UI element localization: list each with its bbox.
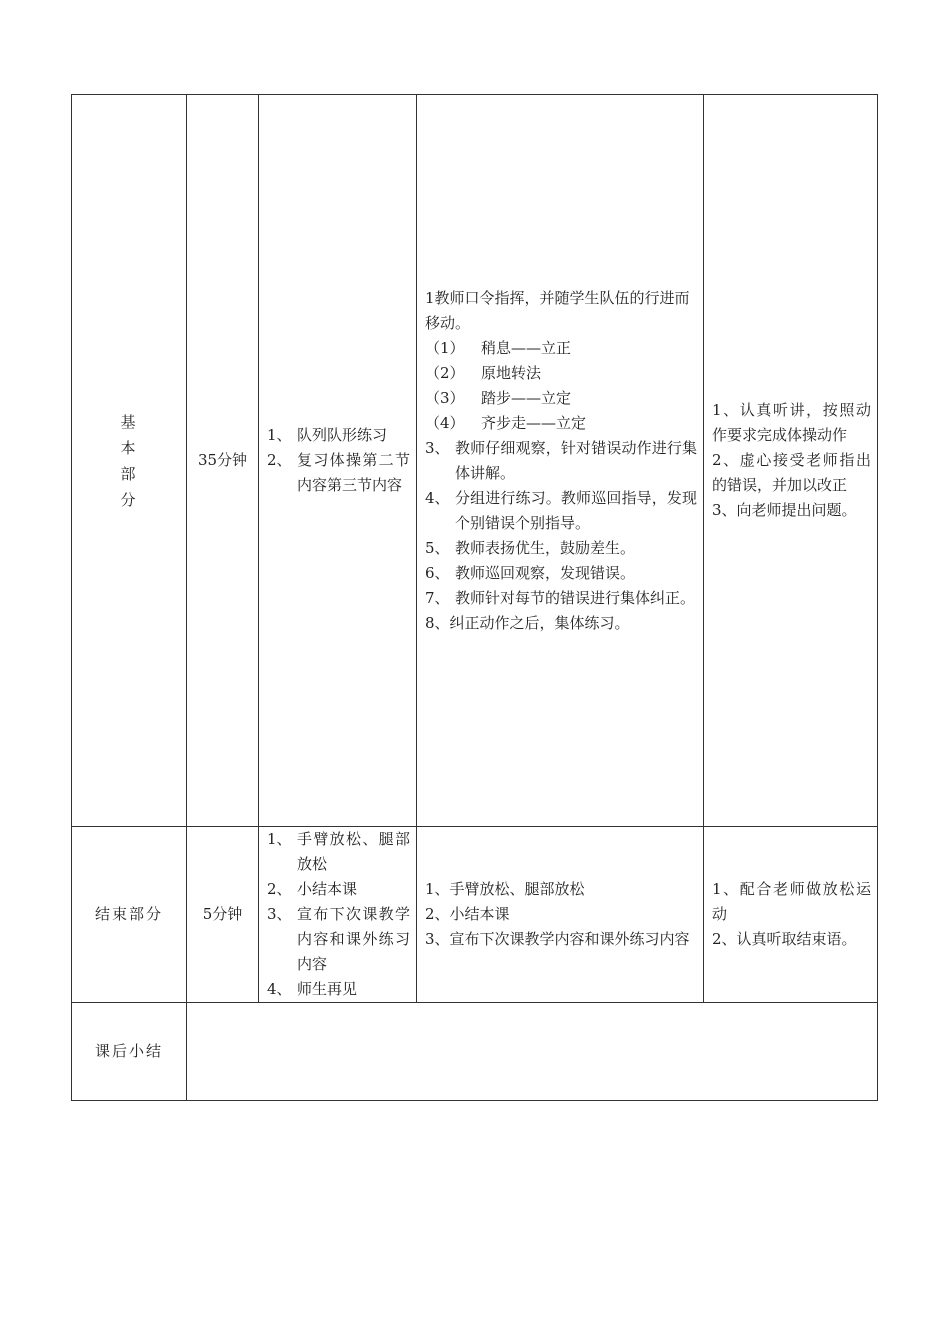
basic-content-list (259, 423, 416, 498)
list-item: 6、 教师巡回观察，发现错误。 (425, 563, 636, 582)
summary-value (187, 1003, 878, 1101)
list-item: 1、手臂放松、腿部放松 (425, 880, 585, 898)
list-item: 1、认真听讲，按照动作要求完成体操动作 (712, 401, 871, 444)
closing-content-list (259, 827, 416, 1002)
teacher-steps-list (417, 436, 703, 611)
list-item: 7、 教师针对每节的错误进行集体纠正。 (425, 588, 696, 607)
list-item: （4） 齐步走——立定 (425, 413, 587, 432)
closing-content-cell (259, 827, 417, 1003)
list-item: 3、 宣布下次课教学内容和课外练习内容 (267, 905, 410, 973)
basic-content-cell (259, 95, 417, 827)
list-item: 1、 手臂放松、腿部放松 (267, 830, 410, 873)
lesson-plan-table (71, 94, 878, 1101)
list-item: 5、 教师表扬优生，鼓励差生。 (425, 538, 636, 557)
closing-student-cell (704, 827, 878, 1003)
list-item: 2、 复习体操第二节内容第三节内容 (267, 451, 410, 494)
label-char: 部 (120, 464, 138, 483)
list-item: 4、 师生再见 (267, 980, 358, 998)
teacher-sub-list (417, 336, 703, 436)
list-item: 1、 队列队形练习 (267, 426, 388, 444)
basic-section-row (72, 95, 878, 827)
basic-teacher-cell (417, 95, 704, 827)
basic-duration: 35分钟 (187, 95, 259, 827)
summary-label: 课后小结 (72, 1003, 187, 1101)
label-char: 基 (120, 412, 138, 431)
list-item: （2） 原地转法 (425, 363, 542, 382)
teacher-intro: 1教师口令指挥，并随学生队伍的行进而移动。 (425, 288, 690, 332)
list-item: 2、虚心接受老师指出的错误，并加以改正 (712, 451, 871, 494)
closing-section-label: 结束部分 (72, 827, 187, 1003)
label-char: 分 (120, 490, 138, 509)
summary-row (72, 1003, 878, 1101)
closing-duration: 5分钟 (187, 827, 259, 1003)
list-item: 3、宣布下次课教学内容和课外练习内容 (425, 930, 690, 948)
list-item: 2、认真听取结束语。 (712, 930, 857, 948)
list-item: 3、 教师仔细观察，针对错误动作进行集体讲解。 (425, 438, 697, 482)
list-item: 2、小结本课 (425, 905, 510, 923)
closing-section-row (72, 827, 878, 1003)
basic-student-list (704, 398, 877, 523)
teacher-last-step: 8、纠正动作之后，集体练习。 (425, 613, 630, 632)
closing-teacher-list (417, 877, 703, 952)
list-item: 3、向老师提出问题。 (712, 501, 857, 519)
label-char: 本 (120, 438, 138, 457)
list-item: 1、配合老师做放松运动 (712, 880, 871, 923)
list-item: （1） 稍息——立正 (425, 338, 572, 357)
closing-student-list (704, 877, 877, 952)
list-item: 2、 小结本课 (267, 880, 358, 898)
closing-teacher-cell (417, 827, 704, 1003)
list-item: 4、 分组进行练习。教师巡回指导，发现个别错误个别指导。 (425, 488, 697, 532)
basic-section-label (72, 95, 187, 827)
list-item: （3） 踏步——立定 (425, 388, 572, 407)
basic-student-cell (704, 95, 878, 827)
